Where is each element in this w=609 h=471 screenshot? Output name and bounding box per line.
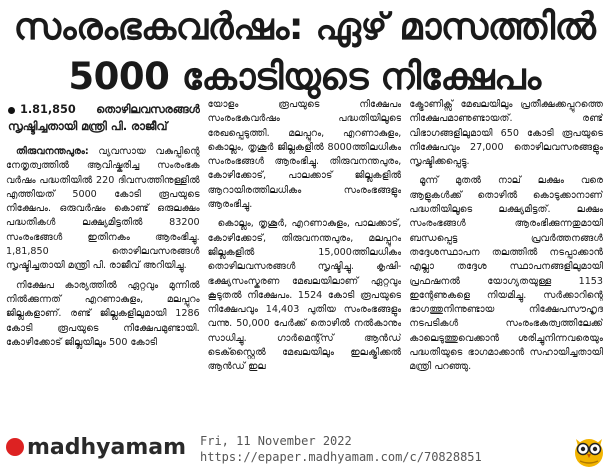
- paragraph: ക്ട്രോണിക്സ് മേഖലയിലും പ്രതീക്ഷക്കപ്പുറത്തെ നിക്ഷേപമാണുണ്ടായത്. രണ്ട് വിഭാഗങ്ങളിലുമായി 650 കോടി രൂപയുടെ നിക്ഷേപവും 27,000 തൊഴിലവസരങ്ങളും സൃഷ്ടിക്കപ്പെട്ടു.: [409, 99, 604, 168]
- paragraph: കൊല്ലം, തൃശൂർ, എറണാകുളം, പാലക്കാട്, കോഴിക്കോട്, തിരുവനന്തപുരം, മലപ്പുറം ജില്ലകളിൽ 15,000ത്തിലധികം തൊഴിലവസരങ്ങൾ സൃഷ്ടിച്ചു. കൃഷി-ഭക്ഷ്യസംസ്കരണ മേഖലയിലാണ് ഏറ്റവും കൂടുതൽ നിക്ഷേപം. 1524 കോടി രൂപയുടെ നിക്ഷേപവും 14,403 പുതിയ സംരംഭങ്ങളും വന്നു. 50,000 പേർക്ക് തൊഴിൽ നൽകാനും സാധിച്ചു. ഗാർമെന്റ്സ് ആൻഡ് ടെക്സ്റ്റൈൽ മേഖലയിലും ഇലക്ട്രിക്കൽ ആൻഡ് ഇല: [207, 218, 402, 373]
- madhyamam-logo[interactable]: [6, 435, 186, 460]
- deck-text: 1.81,850 തൊഴിലവസരങ്ങൾ സൃഷ്ടിച്ചതായി മന്ത്രി പി. രാജീവ്: [8, 103, 200, 133]
- paragraph-text: വ്യവസായ വകുപ്പിന്റെ നേതൃത്വത്തിൽ ആവിഷ്കരിച്ച സംരംഭക വർഷം പദ്ധതിയിൽ 220 ദിവസത്തിനുള്ളിൽ എത്തിയത് 5000 കോടി രൂപയുടെ നിക്ഷേപം. ഒരുവർഷം കൊണ്ട് ഒരുലക്ഷം പദ്ധതികൾ ലക്ഷ്യമിട്ടതിൽ 83200 സംരംഭങ്ങൾ ഇതിനകം ആരംഭിച്ചു. 1,81,850 തൊഴിലവസരങ്ങൾ സൃഷ്ടിച്ചതായി മന്ത്രി പി. രാജീവ് അറിയിച്ചു.: [6, 146, 200, 272]
- deck: [6, 102, 200, 135]
- paragraph: [6, 145, 200, 274]
- column-1: [6, 98, 200, 428]
- dateline: തിരുവനന്തപുരം:: [16, 146, 89, 157]
- edition-date: Fri, 11 November 2022: [200, 434, 352, 448]
- source-meta: [200, 433, 482, 465]
- source-url[interactable]: https://epaper.madhyamam.com/c/70828851: [200, 450, 482, 464]
- headline-line-2: 5000 കോടിയുടെ നിക്ഷേപം: [68, 55, 541, 98]
- column-3: [409, 98, 603, 428]
- headline-line-1: സംരംഭകവർഷം: ഏഴ് മാസത്തിൽ: [13, 5, 596, 48]
- column-2: [208, 98, 402, 428]
- paragraph: നിക്ഷേപ കാര്യത്തിൽ ഏറ്റവും മുന്നിൽ നിൽക്കുന്നത് എറണാകുളം, മലപ്പുറം ജില്ലകളാണ്. രണ്ട് ജില്ലകളിലുമായി 1286 കോടി രൂപയുടെ നിക്ഷേപമുണ്ടായി. കോഴിക്കോട് ജില്ലയിലും 500 കോടി: [6, 279, 200, 348]
- logo-text: madhyamam: [27, 435, 187, 460]
- footer: [0, 430, 609, 471]
- owl-icon: [572, 432, 606, 468]
- bullet-icon: [8, 107, 15, 114]
- paragraph: മൂന്ന് മുതൽ നാല് ലക്ഷം വരെ ആളുകൾക്ക് തൊഴിൽ കൊടുക്കാനാണ് പദ്ധതിയിലൂടെ ലക്ഷ്യമിട്ടത്. ലക്ഷം സംരംഭങ്ങൾ ആരംഭിക്കുന്നതുമായി ബന്ധപ്പെട്ട പ്രവർത്തനങ്ങൾ തദ്ദേശസ്ഥാപന തലത്തിൽ നടപ്പാക്കാൻ എല്ലാ തദ്ദേശ സ്ഥാപനങ്ങളിലുമായി പ്രഫഷനൽ യോഗ്യതയുള്ള 1153 ഇന്റേണുകളെ നിയമിച്ചു. സർക്കാറിന്റെ ഭാഗത്തുനിന്നുണ്ടായ നിക്ഷേപസൗഹൃദ നടപടികൾ സംരംഭകത്വത്തിലേക്ക് കാലെടുത്തുവെക്കാൻ ശരിച്ചുനിന്നവരെയും പദ്ധതിയുടെ ഭാഗമാക്കാൻ സഹായിച്ചതായി മന്ത്രി പറഞ്ഞു.: [409, 175, 604, 373]
- logo-mark-icon: [6, 438, 24, 456]
- article-body: [6, 98, 603, 428]
- paragraph: യോളം രൂപയുടെ നിക്ഷേപം സംരംഭകവർഷം പദ്ധതിയിലൂടെ രേഖപ്പെടുത്തി. മലപ്പുറം, എറണാകുളം, കൊല്ലം, തൃശൂർ ജില്ലകളിൽ 8000ത്തിലധികം സംരംഭങ്ങൾ ആരംഭിച്ചു. തിരുവനന്തപുരം, കോഴിക്കോട്, പാലക്കാട് ജില്ലകളിൽ ആറായിരത്തിലധികം സംരംഭങ്ങളും ആരംഭിച്ചു.: [207, 99, 402, 211]
